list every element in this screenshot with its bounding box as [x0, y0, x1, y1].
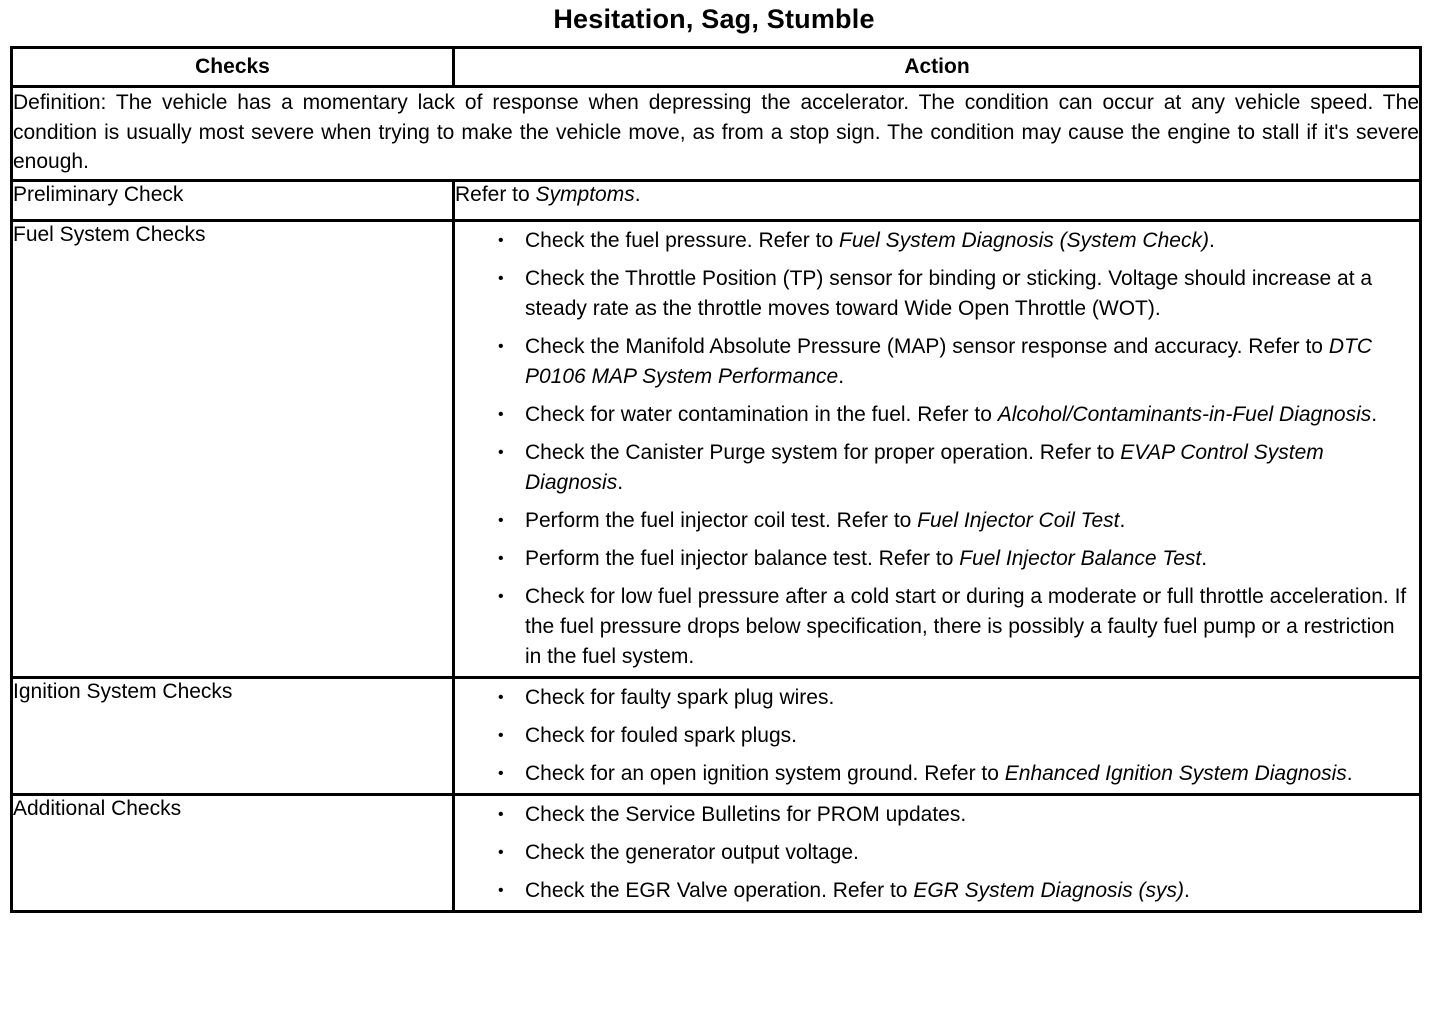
action-reference: Alcohol/Contaminants-in-Fuel Diagnosis: [997, 403, 1372, 426]
action-text: Perform the fuel injector coil test. Refer to: [525, 509, 918, 532]
preliminary-action: [454, 181, 1421, 221]
action-text: Check the Service Bulletins for PROM updates.: [525, 803, 967, 826]
action-list-item: [498, 876, 1409, 906]
ignition-action: [454, 678, 1421, 795]
action-text: Check for low fuel pressure after a cold start or during a moderate or full throttle acceleration. If the fuel pressure drops below specification, there is possibly a faulty fuel pump or a restriction in the fuel system.: [525, 585, 1407, 668]
action-text: Perform the fuel injector balance test. Refer to: [525, 547, 960, 570]
action-suffix: .: [1346, 762, 1353, 785]
header-row: [12, 48, 1421, 87]
action-suffix: .: [1119, 509, 1126, 532]
fuel-row: [12, 221, 1421, 678]
action-text: Check the EGR Valve operation. Refer to: [525, 879, 914, 902]
preliminary-action-prefix: Refer to: [455, 183, 536, 206]
bullet-icon: •: [498, 444, 504, 461]
action-suffix: .: [1208, 229, 1215, 252]
action-suffix: .: [1201, 547, 1208, 570]
action-suffix: .: [1371, 403, 1378, 426]
action-list-item: [498, 226, 1409, 256]
action-reference: Fuel System Diagnosis (System Check): [839, 229, 1209, 252]
action-reference: EVAP Control System Diagnosis: [525, 441, 1324, 494]
action-list-item: [498, 332, 1409, 392]
checks-header: Checks: [12, 48, 454, 87]
action-text: Check for water contamination in the fuel. Refer to: [525, 403, 998, 426]
ignition-row: [12, 678, 1421, 795]
action-reference: EGR System Diagnosis (sys): [913, 879, 1185, 902]
action-list-item: [498, 582, 1409, 672]
action-reference: Fuel Injector Balance Test: [959, 547, 1202, 570]
action-list-item: [498, 759, 1409, 789]
action-text: Check for fouled spark plugs.: [525, 724, 797, 747]
action-list-item: [498, 683, 1409, 713]
action-list-item: [498, 400, 1409, 430]
action-suffix: .: [838, 365, 845, 388]
bullet-icon: •: [498, 765, 504, 782]
fuel-action: [454, 221, 1421, 678]
bullet-icon: •: [498, 338, 504, 355]
preliminary-action-suffix: .: [634, 183, 641, 206]
action-text: Check the generator output voltage.: [525, 841, 859, 864]
action-suffix: .: [617, 471, 624, 494]
action-reference: Fuel Injector Coil Test: [917, 509, 1120, 532]
bullet-icon: •: [498, 882, 504, 899]
action-text: Check the Throttle Position (TP) sensor for binding or sticking. Voltage should increase at a steady rate as the throttle moves toward Wide Open Throttle (WOT).: [525, 267, 1373, 320]
fuel-action-list: [455, 222, 1419, 676]
additional-row: [12, 795, 1421, 912]
action-list-item: [498, 438, 1409, 498]
bullet-icon: •: [498, 232, 504, 249]
ignition-check-label: Ignition System Checks: [12, 678, 454, 795]
action-list-item: [498, 800, 1409, 830]
fuel-check-label: Fuel System Checks: [12, 221, 454, 678]
action-text: Check the Canister Purge system for proper operation. Refer to: [525, 441, 1121, 464]
additional-action: [454, 795, 1421, 912]
action-text: Check the Manifold Absolute Pressure (MAP) sensor response and accuracy. Refer to: [525, 335, 1329, 358]
bullet-icon: •: [498, 689, 504, 706]
action-list-item: [498, 838, 1409, 868]
preliminary-action-ref: Symptoms: [535, 183, 635, 206]
action-reference: Enhanced Ignition System Diagnosis: [1004, 762, 1347, 785]
additional-check-label: Additional Checks: [12, 795, 454, 912]
preliminary-row: [12, 181, 1421, 221]
page-title: Hesitation, Sag, Stumble: [553, 4, 875, 34]
additional-action-list: [455, 796, 1419, 910]
action-reference: DTC P0106 MAP System Performance: [525, 335, 1372, 388]
diagnostic-table: [10, 46, 1422, 913]
action-list-item: [498, 506, 1409, 536]
bullet-icon: •: [498, 588, 504, 605]
action-suffix: .: [1184, 879, 1190, 902]
bullet-icon: •: [498, 727, 504, 744]
bullet-icon: •: [498, 512, 504, 529]
bullet-icon: •: [498, 844, 504, 861]
bullet-icon: •: [498, 406, 504, 423]
bullet-icon: •: [498, 806, 504, 823]
bullet-icon: •: [498, 550, 504, 567]
action-text: Check the fuel pressure. Refer to: [525, 229, 839, 252]
definition-text: Definition: The vehicle has a momentary lack of response when depressing the accelerator. The condition can occur at any vehicle speed. The condition is usually most severe when trying to make the vehicle move, as from a stop sign. The condition may cause the engine to stall if it's severe enough.: [12, 87, 1421, 181]
action-list-item: [498, 544, 1409, 574]
action-header: Action: [454, 48, 1421, 87]
action-text: Check for an open ignition system ground. Refer to: [525, 762, 1005, 785]
action-text: Check for faulty spark plug wires.: [525, 686, 835, 709]
preliminary-check-label: Preliminary Check: [12, 181, 454, 221]
action-list-item: [498, 721, 1409, 751]
bullet-icon: •: [498, 270, 504, 287]
ignition-action-list: [455, 679, 1419, 793]
action-list-item: [498, 264, 1409, 324]
definition-row: [12, 87, 1421, 181]
